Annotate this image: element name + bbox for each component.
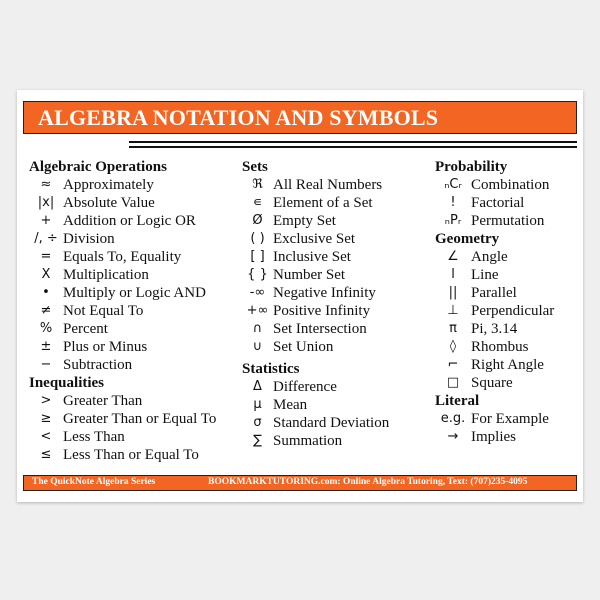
symbol-meaning: Factorial (471, 195, 525, 211)
symbol-meaning: Right Angle (471, 357, 544, 373)
symbol-row (435, 248, 580, 266)
symbol-row (29, 446, 241, 464)
symbol-meaning: Standard Deviation (273, 415, 390, 431)
symbol-row (242, 248, 432, 266)
symbol-glyph: ! (450, 195, 456, 210)
symbol-glyph: % (39, 321, 53, 336)
symbol-glyph: X (41, 267, 51, 282)
symbol-meaning: Greater Than (63, 393, 143, 409)
symbol-meaning: Angle (471, 249, 508, 265)
symbol-row (242, 396, 432, 414)
symbol-glyph: || (448, 285, 458, 300)
symbol-row (29, 392, 241, 410)
symbol-glyph: ∑ (253, 433, 262, 448)
symbol-glyph: π (449, 321, 457, 336)
symbol-row (435, 338, 580, 356)
symbol-glyph: ∠ (447, 249, 459, 264)
poster-card (17, 90, 583, 502)
symbol-row (435, 374, 580, 392)
symbol-glyph: ∪ (252, 339, 263, 354)
symbol-glyph: ± (40, 339, 52, 354)
symbol-glyph: − (40, 357, 52, 372)
column-left (29, 158, 241, 464)
symbol-meaning: Percent (63, 321, 108, 337)
symbol-glyph: /, ÷ (34, 231, 58, 246)
symbol-meaning: Inclusive Set (273, 249, 351, 265)
symbol-meaning: Set Intersection (273, 321, 367, 337)
symbol-glyph: • (42, 285, 50, 300)
symbol-row (29, 356, 241, 374)
symbol-row (242, 320, 432, 338)
symbol-meaning: Not Equal To (63, 303, 144, 319)
symbol-row (242, 266, 432, 284)
symbol-glyph: μ (253, 397, 262, 412)
symbol-row (435, 428, 580, 446)
symbol-meaning: Equals To, Equality (63, 249, 182, 265)
title-bar (23, 101, 577, 134)
symbol-glyph: ℜ (252, 177, 263, 192)
symbol-row (435, 320, 580, 338)
symbol-glyph: |x| (37, 195, 55, 210)
symbol-meaning: Number Set (273, 267, 346, 283)
symbol-meaning: Element of a Set (273, 195, 373, 211)
footer-contact: BOOKMARKTUTORING.com: Online Algebra Tutoring, Text: (707)235-4095 (208, 477, 528, 487)
symbol-row (29, 320, 241, 338)
symbol-glyph: ( ) (250, 231, 265, 246)
symbol-row (242, 302, 432, 320)
symbol-glyph: □ (446, 375, 460, 390)
symbol-row (435, 410, 580, 428)
symbol-glyph: Ø (252, 213, 263, 228)
symbol-row (435, 356, 580, 374)
divider-rule (129, 146, 577, 148)
column-right (435, 158, 580, 446)
symbol-row (242, 212, 432, 230)
symbol-row (29, 428, 241, 446)
symbol-row (242, 432, 432, 450)
section-heading-statistics: Statistics (242, 361, 300, 377)
symbol-meaning: Addition or Logic OR (63, 213, 196, 229)
symbol-glyph: < (40, 429, 52, 444)
symbol-row (435, 284, 580, 302)
symbol-glyph: ∊ (252, 195, 263, 210)
symbol-row (242, 230, 432, 248)
symbol-row (29, 410, 241, 428)
symbol-row (29, 248, 241, 266)
symbol-meaning: Parallel (471, 285, 517, 301)
symbol-glyph: l (451, 267, 455, 282)
symbol-glyph: ₙCᵣ (444, 177, 462, 192)
symbol-glyph: ◊ (449, 339, 457, 354)
symbol-meaning: Combination (471, 177, 550, 193)
symbol-meaning: Implies (471, 429, 516, 445)
symbol-row (242, 194, 432, 212)
symbol-meaning: Line (471, 267, 499, 283)
symbol-meaning: Multiplication (63, 267, 149, 283)
symbol-meaning: Difference (273, 379, 337, 395)
symbol-glyph: ≠ (40, 303, 52, 318)
symbol-meaning: Pi, 3.14 (471, 321, 518, 337)
symbol-row (242, 378, 432, 396)
symbol-meaning: Empty Set (273, 213, 336, 229)
symbol-glyph: ⊥ (447, 303, 459, 318)
symbol-row (435, 302, 580, 320)
symbol-row (435, 212, 580, 230)
symbol-glyph: > (40, 393, 52, 408)
symbol-meaning: Permutation (471, 213, 545, 229)
symbol-glyph: ≈ (40, 177, 52, 192)
section-heading-probability: Probability (435, 159, 508, 175)
symbol-glyph: = (40, 249, 52, 264)
footer-bar (23, 475, 577, 491)
symbol-row (435, 194, 580, 212)
symbol-row (29, 176, 241, 194)
symbol-row (242, 338, 432, 356)
symbol-row (29, 302, 241, 320)
symbol-row (242, 414, 432, 432)
column-middle (242, 158, 432, 450)
section-heading-sets: Sets (242, 159, 268, 175)
symbol-row (29, 212, 241, 230)
symbol-meaning: Exclusive Set (273, 231, 356, 247)
symbol-meaning: Plus or Minus (63, 339, 148, 355)
symbol-row (29, 266, 241, 284)
symbol-glyph: +∞ (246, 303, 269, 318)
symbol-glyph: ∩ (252, 321, 263, 336)
symbol-glyph: ⌐ (447, 357, 459, 372)
symbol-row (435, 266, 580, 284)
symbol-meaning: Absolute Value (63, 195, 155, 211)
symbol-glyph: e.g. (440, 411, 466, 426)
symbol-meaning: Less Than (63, 429, 125, 445)
symbol-glyph: ≥ (40, 411, 52, 426)
section-heading-geometry: Geometry (435, 231, 500, 247)
symbol-meaning: All Real Numbers (273, 177, 383, 193)
symbol-row (29, 194, 241, 212)
symbol-glyph: ≤ (40, 447, 52, 462)
symbol-glyph: + (40, 213, 52, 228)
symbol-meaning: Multiply or Logic AND (63, 285, 206, 301)
symbol-meaning: For Example (471, 411, 549, 427)
symbol-glyph: [ ] (250, 249, 265, 264)
symbol-meaning: Set Union (273, 339, 334, 355)
footer-series: The QuickNote Algebra Series (32, 477, 156, 487)
symbol-row (242, 284, 432, 302)
symbol-meaning: Positive Infinity (273, 303, 371, 319)
poster-title: ALGEBRA NOTATION AND SYMBOLS (38, 105, 439, 130)
symbol-meaning: Approximately (63, 177, 154, 193)
symbol-row (435, 176, 580, 194)
symbol-row (29, 230, 241, 248)
symbol-meaning: Perpendicular (471, 303, 555, 319)
symbol-row (242, 176, 432, 194)
symbol-glyph: → (447, 429, 459, 444)
symbol-row (29, 338, 241, 356)
symbol-meaning: Greater Than or Equal To (63, 411, 217, 427)
symbol-meaning: Negative Infinity (273, 285, 376, 301)
symbol-glyph: -∞ (249, 285, 266, 300)
symbol-row (29, 284, 241, 302)
section-heading-literal: Literal (435, 393, 480, 409)
symbol-meaning: Subtraction (63, 357, 133, 373)
symbol-glyph: ₙPᵣ (444, 213, 462, 228)
section-heading-inequalities: Inequalities (29, 375, 105, 391)
symbol-meaning: Mean (273, 397, 308, 413)
symbol-meaning: Rhombus (471, 339, 529, 355)
section-heading-algebraic-operations: Algebraic Operations (29, 159, 167, 175)
symbol-meaning: Division (63, 231, 115, 247)
symbol-glyph: { } (247, 267, 268, 282)
symbol-meaning: Square (471, 375, 513, 391)
divider-rule (129, 141, 577, 143)
symbol-meaning: Summation (273, 433, 343, 449)
symbol-glyph: σ (253, 415, 262, 430)
symbol-glyph: Δ (253, 379, 262, 394)
symbol-meaning: Less Than or Equal To (63, 447, 199, 463)
